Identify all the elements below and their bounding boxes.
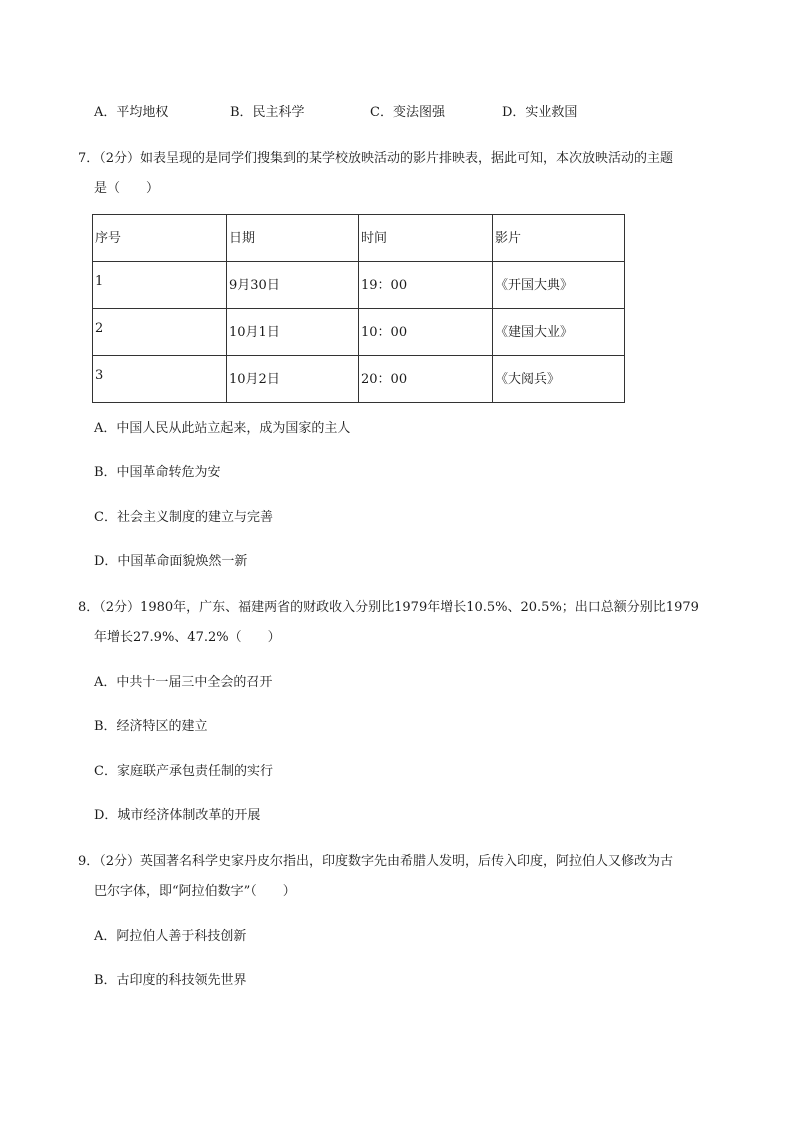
q8-option-a[interactable]: A．中共十一届三中全会的召开	[94, 675, 273, 690]
q7-stem-line1: 7．（2分）如表呈现的是同学们搜集到的某学校放映活动的影片排映表，据此可知，本次放映活动的主题	[78, 151, 674, 166]
table-row	[93, 262, 625, 309]
q6-option-d[interactable]: D．实业救国	[502, 105, 578, 120]
table-cell: 《建国大业》	[493, 309, 625, 356]
q9-option-a[interactable]: A．阿拉伯人善于科技创新	[94, 929, 247, 944]
q6-options-row	[94, 101, 734, 121]
q6-option-b[interactable]: B．民主科学	[230, 105, 305, 120]
q9-stem-line2: 巴尔字体，即“阿拉伯数字”（ ）	[94, 884, 296, 899]
table-cell: 10：00	[359, 309, 493, 356]
table-cell: 19：00	[359, 262, 493, 309]
q7-stem-line2: 是（ ）	[94, 181, 160, 196]
q8-option-c[interactable]: C．家庭联产承包责任制的实行	[94, 764, 273, 779]
table-cell: 《大阅兵》	[493, 356, 625, 403]
q7-option-c[interactable]: C．社会主义制度的建立与完善	[94, 510, 273, 525]
table-cell: 2	[93, 309, 227, 356]
q8-option-b[interactable]: B．经济特区的建立	[94, 719, 208, 734]
q8-stem-line1: 8．（2分）1980年，广东、福建两省的财政收入分别比1979年增长10.5%、20.5%；出口总额分别比1979	[78, 600, 699, 615]
q6-option-c[interactable]: C．变法图强	[370, 105, 445, 120]
table-cell: 20：00	[359, 356, 493, 403]
table-cell: 3	[93, 356, 227, 403]
header-cell-index: 序号	[93, 215, 227, 262]
table-cell: 9月30日	[227, 262, 359, 309]
table-cell: 1	[93, 262, 227, 309]
q9-option-b[interactable]: B．古印度的科技领先世界	[94, 973, 247, 988]
table-header-row	[93, 215, 625, 262]
q7-option-d[interactable]: D．中国革命面貌焕然一新	[94, 554, 248, 569]
q8-stem-line2: 年增长27.9%、47.2%（ ）	[94, 630, 281, 645]
q6-option-a[interactable]: A．平均地权	[94, 105, 169, 120]
table-row	[93, 309, 625, 356]
film-schedule-table	[92, 214, 625, 403]
table-cell: 《开国大典》	[493, 262, 625, 309]
header-cell-film: 影片	[493, 215, 625, 262]
q8-option-d[interactable]: D．城市经济体制改革的开展	[94, 808, 261, 823]
table-cell: 10月2日	[227, 356, 359, 403]
q9-stem-line1: 9．（2分）英国著名科学史家丹皮尔指出，印度数字先由希腊人发明，后传入印度，阿拉伯人又修改为古	[78, 854, 674, 869]
header-cell-time: 时间	[359, 215, 493, 262]
q7-option-b[interactable]: B．中国革命转危为安	[94, 465, 221, 480]
table-cell: 10月1日	[227, 309, 359, 356]
header-cell-date: 日期	[227, 215, 359, 262]
q7-option-a[interactable]: A．中国人民从此站立起来，成为国家的主人	[94, 421, 351, 436]
table-row	[93, 356, 625, 403]
